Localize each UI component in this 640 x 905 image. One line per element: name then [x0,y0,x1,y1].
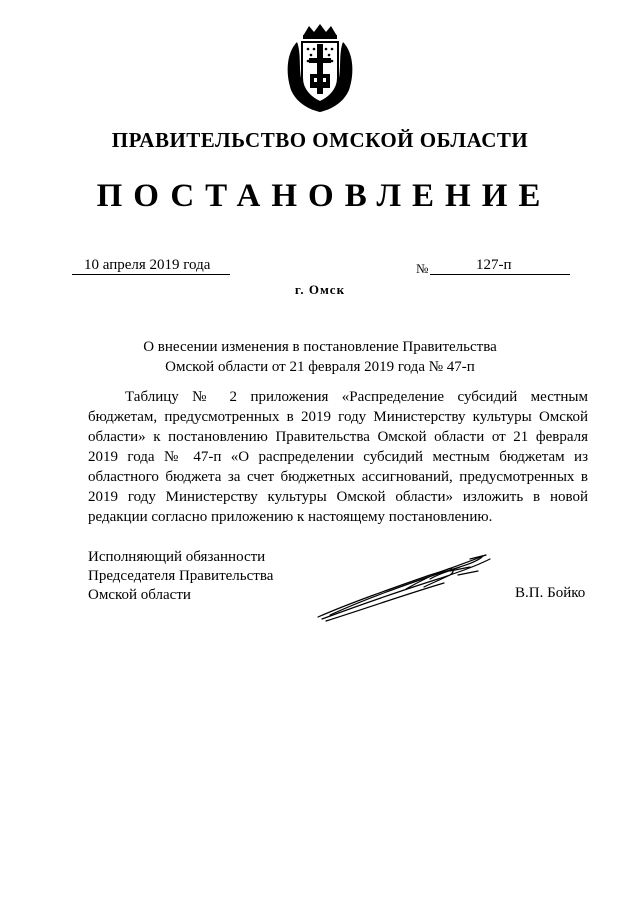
number-sign: № [416,261,429,276]
signer-name: В.П. Бойко [515,585,586,601]
coat-of-arms-icon [283,22,357,114]
signer-position-line: Исполняющий обязанности [88,549,266,565]
handwritten-signature-icon [310,545,495,625]
subject-line: О внесении изменения в постановление Правительства [143,339,497,355]
document-date [72,256,230,275]
body-paragraph: Таблицу № 2 приложения «Распределение субсидий местным бюджетам, предусмотренных в 2019 году Министерству культуры Омской области» к постановлению Правительства Омской области от 21 февраля 2019 года № 47-п «О распределении субсидий местным бюджетам из областного бюджета за счет бюджетных ассигнований, предусмотренных в 2019 году Министерству культуры Омской области» изложить в новой редакции согласно приложению к настоящему постановлению. [88,389,588,525]
city-label: г. Омск [294,282,346,297]
document-date-value: 10 апреля 2019 года [84,257,211,273]
document-subject [120,337,520,377]
signer-position-line: Председателя Правительства [88,568,274,584]
subject-line: Омской области от 21 февраля 2019 года № 47-п [165,359,475,375]
document-type-title: ПОСТАНОВЛЕНИЕ [96,178,552,214]
signer-position-line: Омской области [88,587,191,603]
signer-position [88,548,328,605]
document-number-value: 127-п [476,257,512,273]
government-title: ПРАВИТЕЛЬСТВО ОМСКОЙ ОБЛАСТИ [111,128,529,152]
document-number [430,256,570,275]
